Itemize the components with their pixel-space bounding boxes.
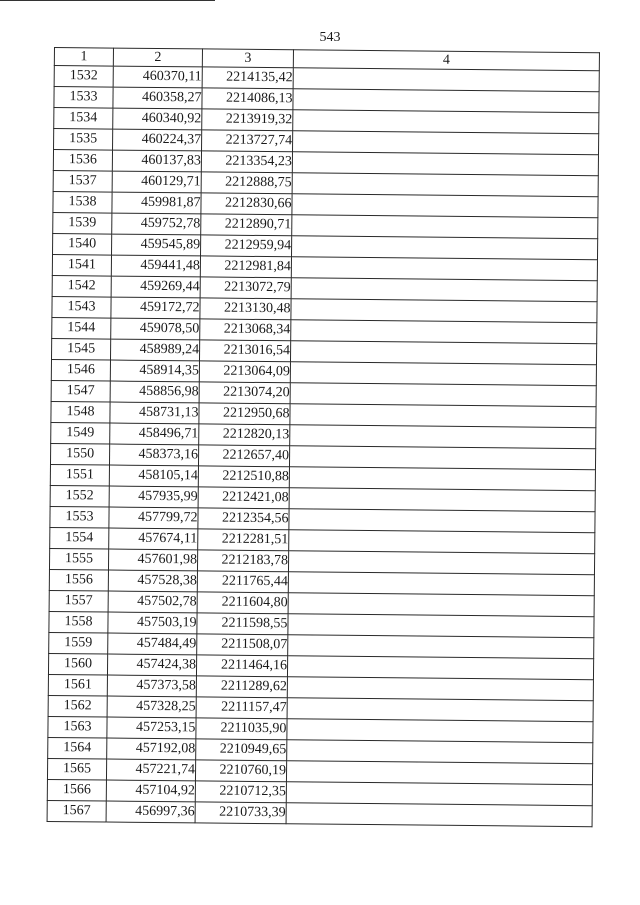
x-coordinate-cell: 457328,25 <box>107 696 196 718</box>
y-coordinate-cell: 2212354,56 <box>198 508 289 530</box>
point-number-cell: 1545 <box>52 338 111 360</box>
y-coordinate-cell: 2212981,84 <box>200 256 291 278</box>
notes-cell <box>288 572 594 596</box>
x-coordinate-cell: 459172,72 <box>111 297 200 319</box>
x-coordinate-cell: 460137,83 <box>112 150 201 172</box>
x-coordinate-cell: 457502,78 <box>108 591 197 613</box>
notes-cell <box>290 425 596 449</box>
y-coordinate-cell: 2210733,39 <box>195 802 286 824</box>
x-coordinate-cell: 457192,08 <box>107 738 196 760</box>
point-number-cell: 1546 <box>51 359 110 381</box>
y-coordinate-cell: 2212830,66 <box>201 193 292 215</box>
x-coordinate-cell: 460358,27 <box>113 87 202 109</box>
y-coordinate-cell: 2211508,07 <box>197 634 288 656</box>
header-col-2: 2 <box>113 48 202 67</box>
y-coordinate-cell: 2213354,23 <box>201 151 292 173</box>
x-coordinate-cell: 459441,48 <box>111 255 200 277</box>
point-number-cell: 1543 <box>52 296 111 318</box>
x-coordinate-cell: 458914,35 <box>110 360 199 382</box>
x-coordinate-cell: 460340,92 <box>113 108 202 130</box>
notes-cell <box>291 299 597 323</box>
x-coordinate-cell: 458105,14 <box>109 465 198 487</box>
y-coordinate-cell: 2212421,08 <box>198 487 289 509</box>
header-col-1: 1 <box>54 48 113 67</box>
notes-cell <box>287 698 593 722</box>
y-coordinate-cell: 2210949,65 <box>196 739 287 761</box>
notes-cell <box>289 467 595 491</box>
x-coordinate-cell: 457935,99 <box>109 486 198 508</box>
point-number-cell: 1548 <box>51 401 110 423</box>
x-coordinate-cell: 457253,15 <box>107 717 196 739</box>
x-coordinate-cell: 459269,44 <box>111 276 200 298</box>
y-coordinate-cell: 2211598,55 <box>197 613 288 635</box>
point-number-cell: 1559 <box>49 632 108 654</box>
x-coordinate-cell: 457484,49 <box>108 633 197 655</box>
notes-cell <box>292 215 598 239</box>
notes-cell <box>289 530 595 554</box>
x-coordinate-cell: 459078,50 <box>111 318 200 340</box>
y-coordinate-cell: 2213919,32 <box>202 109 293 131</box>
y-coordinate-cell: 2212183,78 <box>197 550 288 572</box>
point-number-cell: 1547 <box>51 380 110 402</box>
y-coordinate-cell: 2214135,42 <box>202 67 293 89</box>
notes-cell <box>293 68 599 92</box>
notes-cell <box>291 278 597 302</box>
notes-cell <box>291 257 597 281</box>
x-coordinate-cell: 457503,19 <box>108 612 197 634</box>
point-number-cell: 1540 <box>53 233 112 255</box>
x-coordinate-cell: 458373,16 <box>109 444 198 466</box>
coordinates-table <box>47 47 600 827</box>
point-number-cell: 1556 <box>49 569 108 591</box>
point-number-cell: 1562 <box>48 695 107 717</box>
point-number-cell: 1538 <box>53 191 112 213</box>
x-coordinate-cell: 460224,37 <box>113 129 202 151</box>
y-coordinate-cell: 2211464,16 <box>196 655 287 677</box>
x-coordinate-cell: 457104,92 <box>106 780 195 802</box>
notes-cell <box>286 761 592 785</box>
x-coordinate-cell: 457601,98 <box>108 549 197 571</box>
x-coordinate-cell: 458989,24 <box>110 339 199 361</box>
x-coordinate-cell: 457373,58 <box>107 675 196 697</box>
page-number: 543 <box>319 30 341 45</box>
y-coordinate-cell: 2213727,74 <box>202 130 293 152</box>
notes-cell <box>287 656 593 680</box>
x-coordinate-cell: 457799,72 <box>109 507 198 529</box>
x-coordinate-cell: 458856,98 <box>110 381 199 403</box>
x-coordinate-cell: 458731,13 <box>110 402 199 424</box>
y-coordinate-cell: 2211035,90 <box>196 718 287 740</box>
point-number-cell: 1533 <box>54 87 113 109</box>
point-number-cell: 1535 <box>54 129 113 151</box>
y-coordinate-cell: 2212657,40 <box>198 445 289 467</box>
notes-cell <box>289 446 595 470</box>
y-coordinate-cell: 2213064,09 <box>199 361 290 383</box>
x-coordinate-cell: 457221,74 <box>106 759 195 781</box>
notes-cell <box>289 488 595 512</box>
x-coordinate-cell: 457674,11 <box>109 528 198 550</box>
y-coordinate-cell: 2213074,20 <box>199 382 290 404</box>
x-coordinate-cell: 457424,38 <box>107 654 196 676</box>
notes-cell <box>291 236 597 260</box>
point-number-cell: 1536 <box>53 150 112 172</box>
notes-cell <box>290 383 596 407</box>
top-rule <box>0 0 215 1</box>
point-number-cell: 1561 <box>48 674 107 696</box>
notes-cell <box>290 362 596 386</box>
notes-cell <box>290 404 596 428</box>
point-number-cell: 1554 <box>50 527 109 549</box>
y-coordinate-cell: 2211289,62 <box>196 676 287 698</box>
point-number-cell: 1555 <box>49 548 108 570</box>
notes-cell <box>292 194 598 218</box>
y-coordinate-cell: 2210712,35 <box>195 781 286 803</box>
notes-cell <box>289 509 595 533</box>
notes-cell <box>287 740 593 764</box>
point-number-cell: 1541 <box>52 254 111 276</box>
point-number-cell: 1553 <box>50 506 109 528</box>
point-number-cell: 1551 <box>50 464 109 486</box>
point-number-cell: 1550 <box>50 443 109 465</box>
notes-cell <box>290 341 596 365</box>
x-coordinate-cell: 459981,87 <box>112 192 201 214</box>
y-coordinate-cell: 2212890,71 <box>201 214 292 236</box>
notes-cell <box>293 131 599 155</box>
notes-cell <box>293 89 599 113</box>
notes-cell <box>288 593 594 617</box>
y-coordinate-cell: 2212959,94 <box>201 235 292 257</box>
y-coordinate-cell: 2210760,19 <box>195 760 286 782</box>
notes-cell <box>291 320 597 344</box>
y-coordinate-cell: 2212888,75 <box>201 172 292 194</box>
point-number-cell: 1539 <box>53 212 112 234</box>
x-coordinate-cell: 460129,71 <box>112 171 201 193</box>
point-number-cell: 1566 <box>47 779 106 801</box>
y-coordinate-cell: 2213068,34 <box>200 319 291 341</box>
y-coordinate-cell: 2213072,79 <box>200 277 291 299</box>
x-coordinate-cell: 457528,38 <box>108 570 197 592</box>
x-coordinate-cell: 460370,11 <box>113 66 202 88</box>
y-coordinate-cell: 2213016,54 <box>199 340 290 362</box>
point-number-cell: 1537 <box>53 170 112 192</box>
point-number-cell: 1564 <box>48 737 107 759</box>
notes-cell <box>287 677 593 701</box>
point-number-cell: 1558 <box>49 611 108 633</box>
y-coordinate-cell: 2214086,13 <box>202 88 293 110</box>
point-number-cell: 1542 <box>52 275 111 297</box>
x-coordinate-cell: 459752,78 <box>112 213 201 235</box>
y-coordinate-cell: 2211157,47 <box>196 697 287 719</box>
x-coordinate-cell: 458496,71 <box>110 423 199 445</box>
y-coordinate-cell: 2211765,44 <box>197 571 288 593</box>
point-number-cell: 1563 <box>48 716 107 738</box>
notes-cell <box>286 782 592 806</box>
notes-cell <box>292 173 598 197</box>
point-number-cell: 1544 <box>52 317 111 339</box>
notes-cell <box>292 152 598 176</box>
x-coordinate-cell: 459545,89 <box>112 234 201 256</box>
point-number-cell: 1565 <box>47 758 106 780</box>
notes-cell <box>288 614 594 638</box>
header-col-4: 4 <box>293 50 599 71</box>
y-coordinate-cell: 2213130,48 <box>200 298 291 320</box>
point-number-cell: 1549 <box>51 422 110 444</box>
y-coordinate-cell: 2212820,13 <box>199 424 290 446</box>
notes-cell <box>288 635 594 659</box>
point-number-cell: 1534 <box>54 108 113 130</box>
notes-cell <box>287 719 593 743</box>
point-number-cell: 1552 <box>50 485 109 507</box>
point-number-cell: 1532 <box>54 66 113 88</box>
point-number-cell: 1557 <box>49 590 108 612</box>
table-row <box>47 800 592 826</box>
point-number-cell: 1560 <box>48 653 107 675</box>
y-coordinate-cell: 2212950,68 <box>199 403 290 425</box>
notes-cell <box>288 551 594 575</box>
header-col-3: 3 <box>202 49 293 68</box>
point-number-cell: 1567 <box>47 800 106 822</box>
y-coordinate-cell: 2212510,88 <box>198 466 289 488</box>
notes-cell <box>286 803 592 827</box>
y-coordinate-cell: 2211604,80 <box>197 592 288 614</box>
y-coordinate-cell: 2212281,51 <box>198 529 289 551</box>
notes-cell <box>293 110 599 134</box>
x-coordinate-cell: 456997,36 <box>106 801 195 823</box>
